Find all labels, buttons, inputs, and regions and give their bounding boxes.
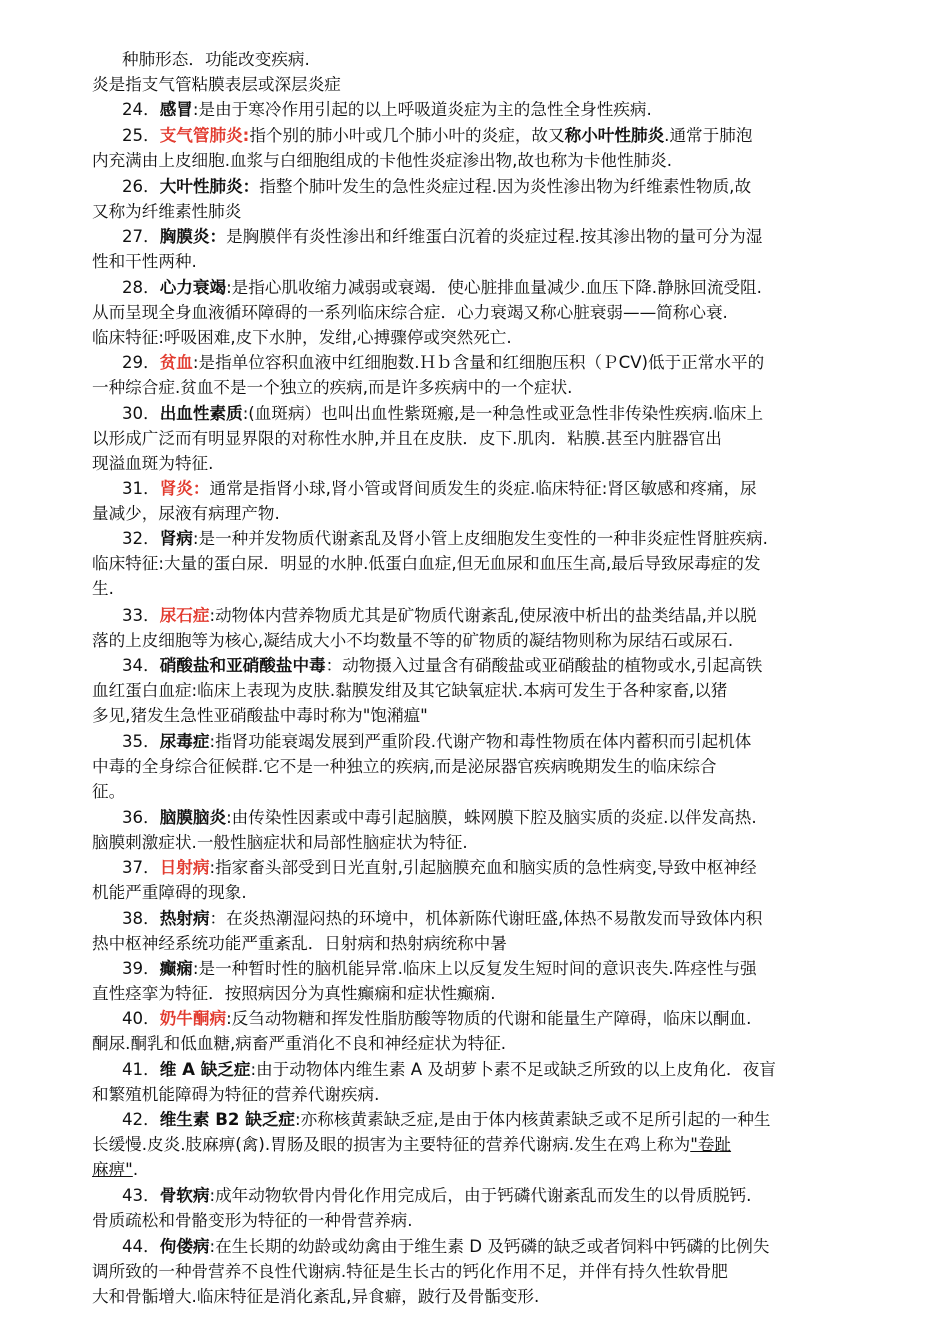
entry-44-line: 44．佝偻病:在生长期的幼龄或幼禽由于维生素 D 及钙磷的缺乏或者饲料中钙磷的比例失 [122, 1237, 770, 1256]
term-lobar-pneumonia: 大叶性肺炎： [159, 177, 260, 196]
entry-38-line: 38．热射病：在炎热潮湿闷热的环境中，机体新陈代谢旺盛,体热不易散发而导致体内积 [122, 909, 763, 928]
term-hemorrhagic-diathesis: 出血性素质 [159, 404, 243, 423]
entry-40-line: 40．奶牛酮病:反刍动物糖和挥发性脂肪酸等物质的代谢和能量生产障碍，临床以酮血. [122, 1009, 752, 1028]
entry-35-line: 35．尿毒症:指肾功能衰竭发展到严重阶段.代谢产物和毒性物质在体内蓄积而引起机体 [122, 732, 752, 751]
term-urolithiasis: 尿石症 [159, 606, 210, 625]
text-line: 生. [92, 579, 114, 598]
term-anemia: 贫血 [159, 353, 193, 372]
term-nitrate-poisoning: 硝酸盐和亚硝酸盐中毒 [159, 656, 326, 675]
term-heatstroke: 热射病 [159, 909, 210, 928]
text-line: 麻痹". [92, 1160, 139, 1179]
term-pleuritis: 胸膜炎： [159, 227, 227, 246]
text-line: 性和干性两种. [92, 252, 197, 271]
text-line: 脑膜刺激症状.一般性脑症状和局部性脑症状为特征. [92, 833, 468, 852]
text-line: 又称为纤维素性肺炎 [92, 202, 242, 221]
text-line: 多见,猪发生急性亚硝酸盐中毒时称为"饱潲瘟" [92, 706, 428, 725]
text-line: 长缓慢.皮炎.肢麻痹(禽).胃肠及眼的损害为主要特征的营养代谢病.发生在鸡上称为"卷趾 [92, 1135, 732, 1154]
entry-41-line: 41．维 A 缺乏症:由于动物体内维生素 A 及胡萝卜素不足或缺乏所致的以上皮角化．夜盲 [122, 1060, 776, 1079]
text-line: 征。 [92, 782, 126, 801]
text-line: 以形成广泛而有明显界限的对称性水肿,并且在皮肤．皮下.肌肉．粘膜.甚至内脏器官出 [92, 429, 722, 448]
entry-31-line: 31．肾炎：通常是指肾小球,肾小管或肾间质发生的炎症.临床特征:肾区敏感和疼痛，尿 [122, 479, 757, 498]
term-rickets: 佝偻病 [159, 1237, 210, 1256]
entry-36-line: 36．脑膜脑炎:由传染性因素或中毒引起脑膜，蛛网膜下腔及脑实质的炎症.以伴发高热. [122, 808, 757, 827]
text-line: 落的上皮细胞等为核心,凝结成大小不均数量不等的矿物质的凝结物则称为尿结石或尿石. [92, 631, 734, 650]
text-line: 量减少，尿液有病理产物. [92, 504, 280, 523]
entry-29-line: 29．贫血:是指单位容积血液中红细胞数.Ｈｂ含量和红细胞压积（ＰCV)低于正常水平的 [122, 353, 765, 372]
term-bovine-ketosis: 奶牛酮病 [159, 1009, 227, 1028]
entry-30-line: 30．出血性素质:(血斑病）也叫出血性紫斑瘢,是一种急性或亚急性非传染性疾病.临床上 [122, 404, 764, 423]
text-line: 临床特征:大量的蛋白尿．明显的水肿.低蛋白血症,但无血尿和血压生高,最后导致尿毒症的发 [92, 554, 761, 573]
entry-25-line: 25．支气管肺炎:指个别的肺小叶或几个肺小叶的炎症，故又称小叶性肺炎.通常于肺泡 [122, 126, 753, 145]
entry-33-line: 33．尿石症:动物体内营养物质尤其是矿物质代谢紊乱,使尿液中析出的盐类结晶,并以脱 [122, 606, 757, 625]
term-nephritis: 肾炎： [159, 479, 210, 498]
term-osteomalacia: 骨软病 [159, 1186, 210, 1205]
term-vitamin-b2-deficiency: 维生素 B2 缺乏症 [159, 1110, 296, 1129]
text-line: 炎是指支气管粘膜表层或深层炎症 [92, 75, 341, 94]
text-line: 骨质疏松和骨骼变形为特征的一种骨营养病. [92, 1211, 413, 1230]
text-line: 种肺形态．功能改变疾病. [122, 50, 310, 69]
text-line: 酮尿.酮乳和低血糖,病畜严重消化不良和神经症状为特征. [92, 1034, 507, 1053]
entry-32-line: 32．肾病:是一种并发物质代谢紊乱及肾小管上皮细胞发生变性的一种非炎症性肾脏疾病. [122, 529, 768, 548]
text-line: 调所致的一种骨营养不良性代谢病.特征是生长古的钙化作用不足，并伴有持久性软骨肥 [92, 1262, 728, 1281]
entry-34-line: 34．硝酸盐和亚硝酸盐中毒：动物摄入过量含有硝酸盐或亚硝酸盐的植物或水,引起高铁 [122, 656, 763, 675]
term-vitamin-a-deficiency: 维 A 缺乏症 [159, 1060, 251, 1079]
entry-37-line: 37．日射病:指家畜头部受到日光直射,引起脑膜充血和脑实质的急性病变,导致中枢神经 [122, 858, 757, 877]
term-meningoencephalitis: 脑膜脑炎 [159, 808, 227, 827]
term-bronchopneumonia: 支气管肺炎: [159, 126, 250, 145]
text-line: 从而呈现全身血液循环障碍的一系列临床综合症．心力衰竭又称心脏衰弱——简称心衰. [92, 303, 728, 322]
entry-28-line: 28．心力衰竭:是指心肌收缩力减弱或衰竭．使心脏排血量减少.血压下降.静脉回流受阻. [122, 278, 762, 297]
text-line: 直性痉挛为特征．按照病因分为真性癫痫和症状性癫痫. [92, 984, 496, 1003]
entry-27-line: 27．胸膜炎：是胸膜伴有炎性渗出和纤维蛋白沉着的炎症过程.按其渗出物的量可分为湿 [122, 227, 763, 246]
text-line: 一种综合症.贫血不是一个独立的疾病,而是许多疾病中的一个症状. [92, 378, 573, 397]
term-nephrosis: 肾病 [159, 529, 193, 548]
term-heart-failure: 心力衰竭 [159, 278, 227, 297]
entry-42-line: 42．维生素 B2 缺乏症:亦称核黄素缺乏症,是由于体内核黄素缺乏或不足所引起的一种生 [122, 1110, 771, 1129]
text-line: 中毒的全身综合征候群.它不是一种独立的疾病,而是泌尿器官疾病晚期发生的临床综合 [92, 757, 717, 776]
text-line: 热中枢神经系统功能严重紊乱．日射病和热射病统称中暑 [92, 934, 507, 953]
text-line: 现溢血斑为特征. [92, 454, 214, 473]
term-uremia: 尿毒症 [159, 732, 210, 751]
entry-39-line: 39．癫痫:是一种暂时性的脑机能异常.临床上以反复发生短时间的意识丧失.阵痉性与强 [122, 959, 757, 978]
text-line: 内充满由上皮细胞.血浆与白细胞组成的卡他性炎症渗出物,故也称为卡他性肺炎. [92, 151, 673, 170]
term-ganmao: 感冒 [159, 100, 193, 119]
entry-26-line: 26．大叶性肺炎：指整个肺叶发生的急性炎症过程.因为炎性渗出物为纤维素性物质,故 [122, 177, 752, 196]
entry-43-line: 43．骨软病:成年动物软骨内骨化作用完成后，由于钙磷代谢紊乱而发生的以骨质脱钙. [122, 1186, 752, 1205]
text-line: 血红蛋白血症:临床上表现为皮肤.黏膜发绀及其它缺氧症状.本病可发生于各种家畜,以猪 [92, 681, 728, 700]
text-line: 和繁殖机能障碍为特征的营养代谢疾病. [92, 1085, 380, 1104]
term-epilepsy: 癫痫 [159, 959, 193, 978]
text-line: 机能严重障碍的现象. [92, 883, 247, 902]
term-sunstroke: 日射病 [159, 858, 210, 877]
entry-24-line: 24．感冒:是由于寒冷作用引起的以上呼吸道炎症为主的急性全身性疾病. [122, 100, 652, 119]
text-line: 临床特征:呼吸困难,皮下水肿，发绀,心搏骤停或突然死亡. [92, 328, 512, 347]
text-line: 大和骨骺增大.临床特征是消化紊乱,异食癖，跛行及骨骺变形. [92, 1287, 540, 1306]
